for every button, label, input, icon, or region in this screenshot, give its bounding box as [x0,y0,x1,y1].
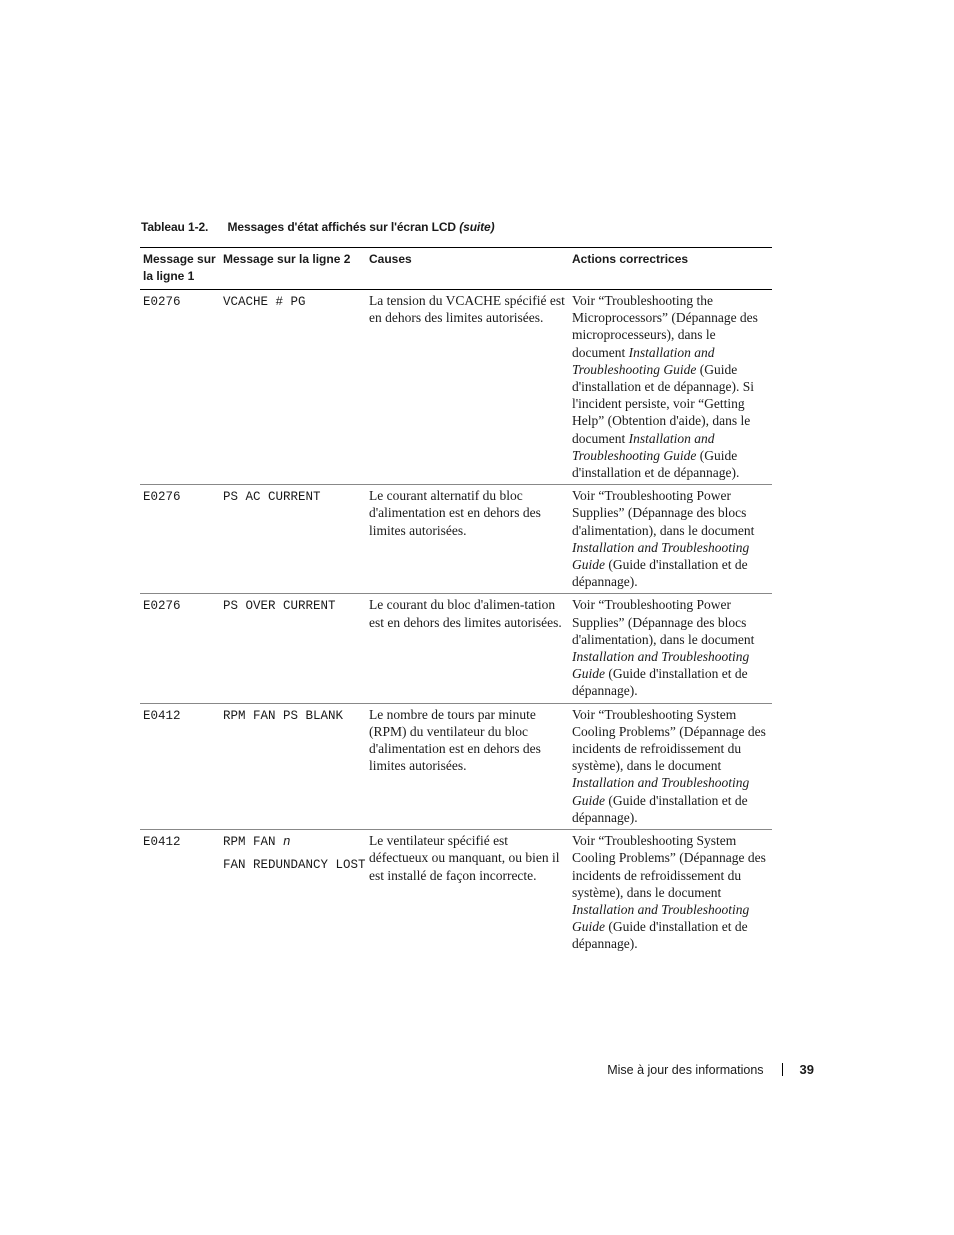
cell-line1-code: E0276 [143,490,181,505]
table-title: Messages d'état affichés sur l'écran LCD [227,220,456,234]
cell-cause: Le nombre de tours par minute (RPM) du ventilateur du bloc d'alimentation est en dehors des limites autorisées. [369,706,541,774]
document-title: Installation and Troubleshooting Guide [572,344,715,377]
header-actions: Actions correctrices [572,252,689,266]
page-number: 39 [799,1062,814,1077]
cell-action [569,292,772,481]
table-row [140,704,772,830]
action-text: Voir “Troubleshooting System Cooling Problems” (Dépannage des incidents de refroidissement du système), dans le document [572,833,766,900]
line2-text: FAN REDUNDANCY LOST [223,858,366,873]
cell-line1-code: E0412 [143,708,181,723]
action-text: Voir “Troubleshooting Power Supplies” (Dépannage des blocs d'alimentation), dans le document [572,597,755,647]
action-text: Voir “Troubleshooting the Microprocessors” (Dépannage des microprocesseurs), dans le document [572,293,758,360]
document-title: Installation and Troubleshooting Guide [572,775,750,808]
action-text: (Guide d'installation et de dépannage). [572,919,748,952]
header-causes: Causes [369,252,412,266]
document-title: Installation and Troubleshooting Guide [572,539,750,573]
cell-line2-message [220,706,366,826]
page-footer [607,1062,814,1077]
table-body [140,290,772,956]
line2-text: PS OVER CURRENT [223,599,336,614]
cell-line2-message [220,596,366,699]
table-title-suffix: (suite) [459,220,495,234]
footer-section-title: Mise à jour des informations [607,1062,764,1077]
table-header-row [140,248,772,290]
action-text: Voir “Troubleshooting Power Supplies” (Dépannage des blocs d'alimentation), dans le document [572,488,755,538]
line2-text: RPM FAN PS BLANK [223,708,344,723]
cell-line1-code: E0276 [143,295,181,309]
action-text: Voir “Troubleshooting System Cooling Problems” (Dépannage des incidents de refroidissement du système), dans le document [572,706,766,774]
cell-cause: Le courant alternatif du bloc d'alimentation est en dehors des limites autorisées. [369,488,541,538]
action-text: (Guide d'installation et de dépannage). [572,792,748,825]
header-line1: Message sur la ligne 1 [143,252,216,283]
cell-line2-message [220,292,366,481]
document-title: Installation and Troubleshooting Guide [572,430,715,463]
cell-action [569,706,772,826]
cell-line2-message [220,832,366,952]
table-row [140,485,772,594]
action-text: (Guide d'installation et de dépannage). Si l'incident persiste, voir “Getting Help” (Obtention d'aide), dans le document [572,361,755,446]
table-number: Tableau 1-2. [141,220,209,234]
footer-separator [782,1063,783,1076]
table-row [140,290,772,485]
cell-cause: La tension du VCACHE spécifié est en dehors des limites autorisées. [369,293,565,326]
cell-action [569,487,772,590]
document-title: Installation and Troubleshooting Guide [572,649,750,682]
action-text: (Guide d'installation et de dépannage). [572,557,748,590]
document-title: Installation and Troubleshooting Guide [572,901,750,935]
table-row [140,594,772,703]
cell-line1-code: E0412 [143,835,181,850]
line2-text: VCACHE # PG [223,295,306,309]
cell-line2-message [220,487,366,590]
action-text: (Guide d'installation et de dépannage). [572,666,748,699]
action-text: (Guide d'installation et de dépannage). [572,447,740,481]
line2-text: RPM FAN n [223,835,291,850]
line2-text: PS AC CURRENT [223,490,321,505]
cell-cause: Le courant du bloc d'alimen-tation est en dehors des limites autorisées. [369,597,562,630]
cell-action [569,832,772,952]
header-line2: Message sur la ligne 2 [223,252,351,266]
lcd-status-messages-table [140,247,772,956]
table-row [140,830,772,955]
cell-line1-code: E0276 [143,599,181,614]
cell-action [569,596,772,699]
cell-cause: Le ventilateur spécifié est défectueux ou manquant, ou bien il est installé de façon incorrecte. [369,833,560,883]
table-caption [141,220,495,234]
